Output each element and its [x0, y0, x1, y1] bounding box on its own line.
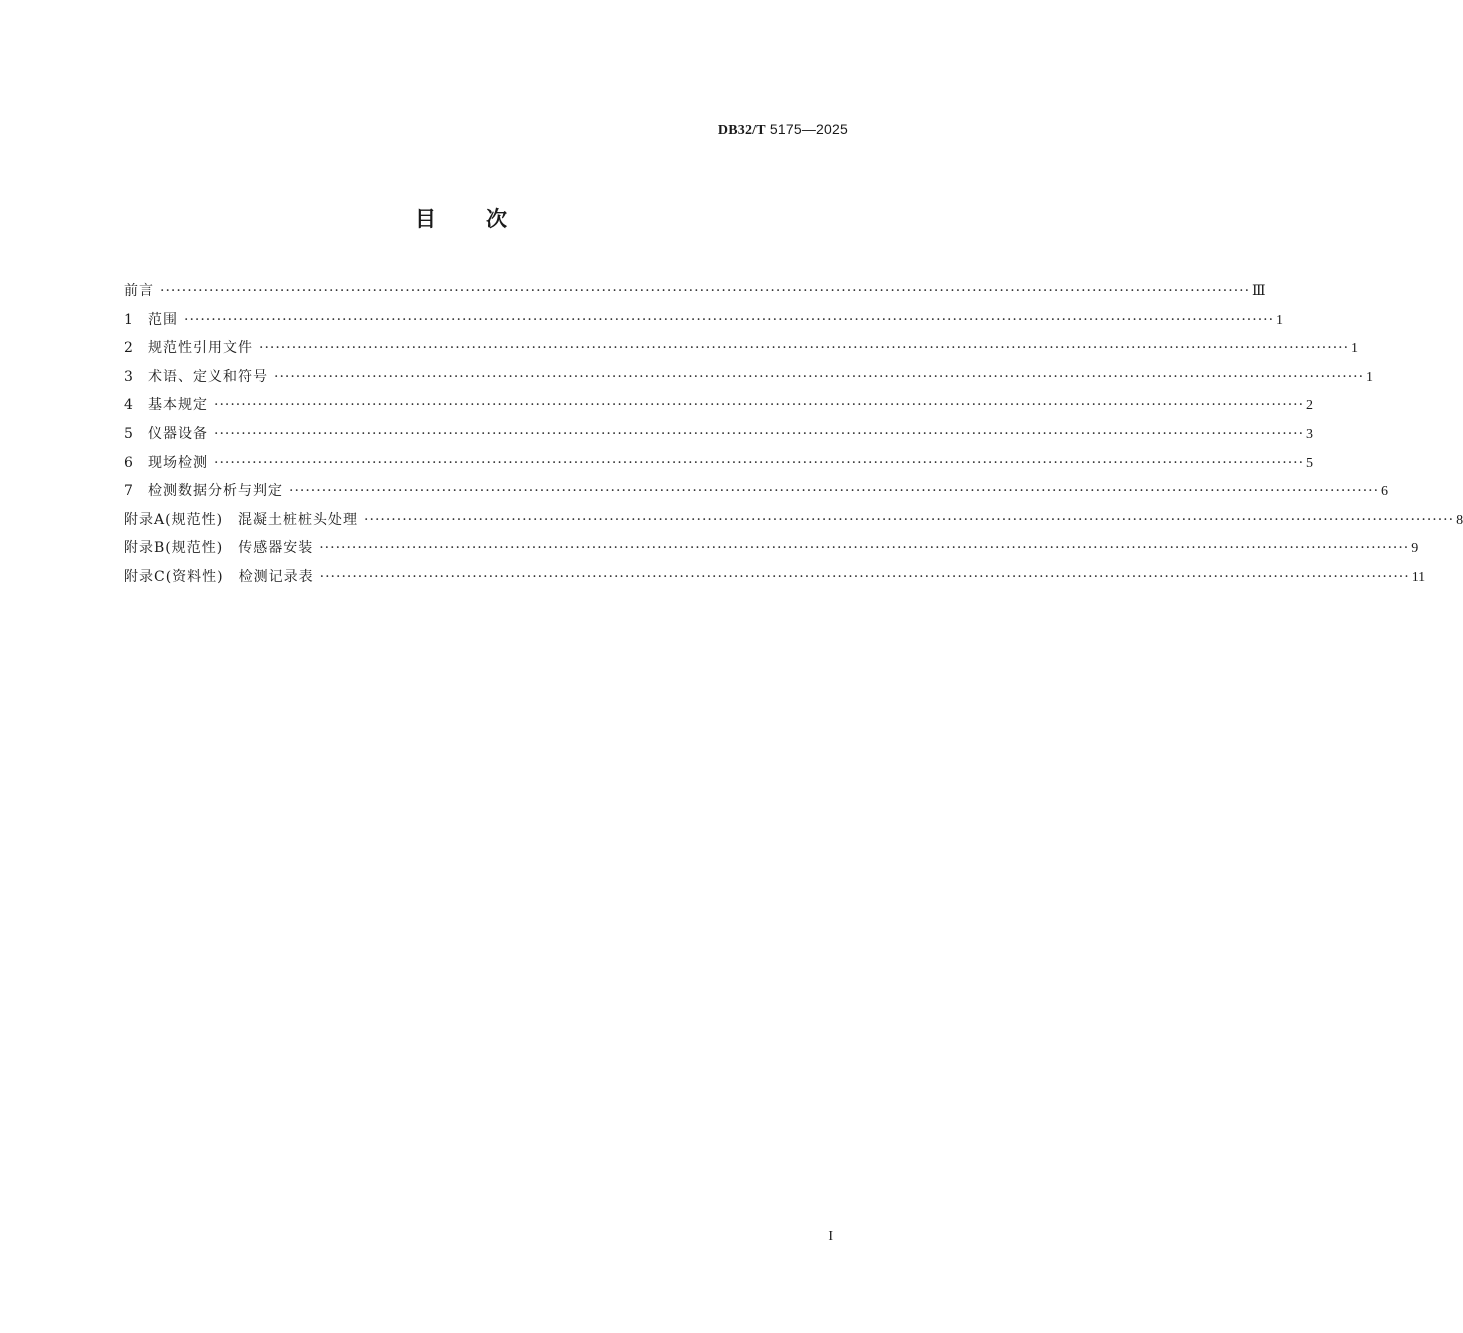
toc-entry[interactable] [124, 481, 1389, 510]
toc-entry-page: 2 [1306, 398, 1314, 414]
toc-entry[interactable] [124, 453, 1314, 482]
toc-entry-page: 5 [1306, 455, 1314, 471]
toc-entry-page: Ⅲ [1252, 284, 1266, 299]
toc-leader-dots: ········································································································································································································ [364, 511, 1455, 528]
toc-entry-number: 6 [124, 454, 133, 471]
document-code-number: 5175—2025 [769, 121, 848, 137]
toc-leader-dots: ········································································································································································································ [289, 483, 1380, 500]
toc-entry-label: 附录C(资料性) 检测记录表 [124, 568, 314, 585]
toc-entry-number: 1 [124, 311, 133, 328]
toc-entry-label: 术语、定义和符号 [148, 368, 268, 385]
toc-entry-label: 附录A(规范性) 混凝土桩桩头处理 [124, 511, 359, 528]
toc-leader-dots: ········································································································································································································ [259, 340, 1350, 357]
page-number: I [828, 1229, 833, 1244]
toc-entry-label: 前言 [124, 283, 154, 299]
toc-entry[interactable] [124, 367, 1374, 396]
toc-entry-number: 3 [124, 368, 133, 385]
toc-entry[interactable] [124, 567, 1426, 596]
toc-entry-page: 9 [1411, 541, 1419, 557]
toc-entry[interactable] [124, 538, 1419, 567]
document-code [718, 121, 848, 139]
page-title: 目次 [415, 207, 557, 231]
toc-entry-number: 7 [124, 483, 133, 500]
toc-entry-page: 3 [1306, 426, 1314, 442]
toc-entry-page: 8 [1456, 512, 1463, 528]
toc-entry[interactable] [124, 510, 1463, 539]
toc-leader-dots: ········································································································································································································ [274, 368, 1365, 385]
toc-entry-number: 4 [124, 397, 133, 414]
toc-entry-label: 范围 [148, 311, 178, 328]
toc-entry-page: 11 [1411, 569, 1426, 585]
toc-leader-dots: ········································································································································································································ [319, 540, 1410, 557]
toc-entry-number: 5 [124, 425, 133, 442]
toc-entry-page: 1 [1276, 312, 1284, 328]
toc-entry[interactable] [124, 395, 1314, 424]
toc-entry-label: 规范性引用文件 [148, 340, 253, 357]
toc-entry[interactable] [124, 281, 1266, 310]
toc-entry-label: 现场检测 [148, 454, 208, 471]
toc-entry-page: 1 [1366, 369, 1374, 385]
toc-leader-dots: ········································································································································································································ [184, 311, 1275, 328]
toc-entry-number: 2 [124, 340, 133, 357]
toc-entry-label: 基本规定 [148, 397, 208, 414]
toc-entry[interactable] [124, 310, 1284, 339]
document-code-prefix: DB32/T [717, 123, 766, 138]
toc-leader-dots: ········································································································································································································ [160, 283, 1251, 299]
toc-leader-dots: ········································································································································································································ [214, 397, 1305, 414]
table-of-contents [124, 281, 1463, 596]
toc-entry-label: 附录B(规范性) 传感器安装 [124, 540, 314, 557]
toc-leader-dots: ········································································································································································································ [214, 425, 1305, 442]
toc-entry-label: 仪器设备 [148, 425, 208, 442]
toc-entry-label: 检测数据分析与判定 [148, 483, 283, 500]
toc-leader-dots: ········································································································································································································ [319, 568, 1410, 585]
toc-entry-page: 6 [1381, 484, 1389, 500]
toc-leader-dots: ········································································································································································································ [214, 454, 1305, 471]
toc-entry[interactable] [124, 424, 1314, 453]
toc-entry-page: 1 [1351, 341, 1359, 357]
toc-entry[interactable] [124, 338, 1359, 367]
